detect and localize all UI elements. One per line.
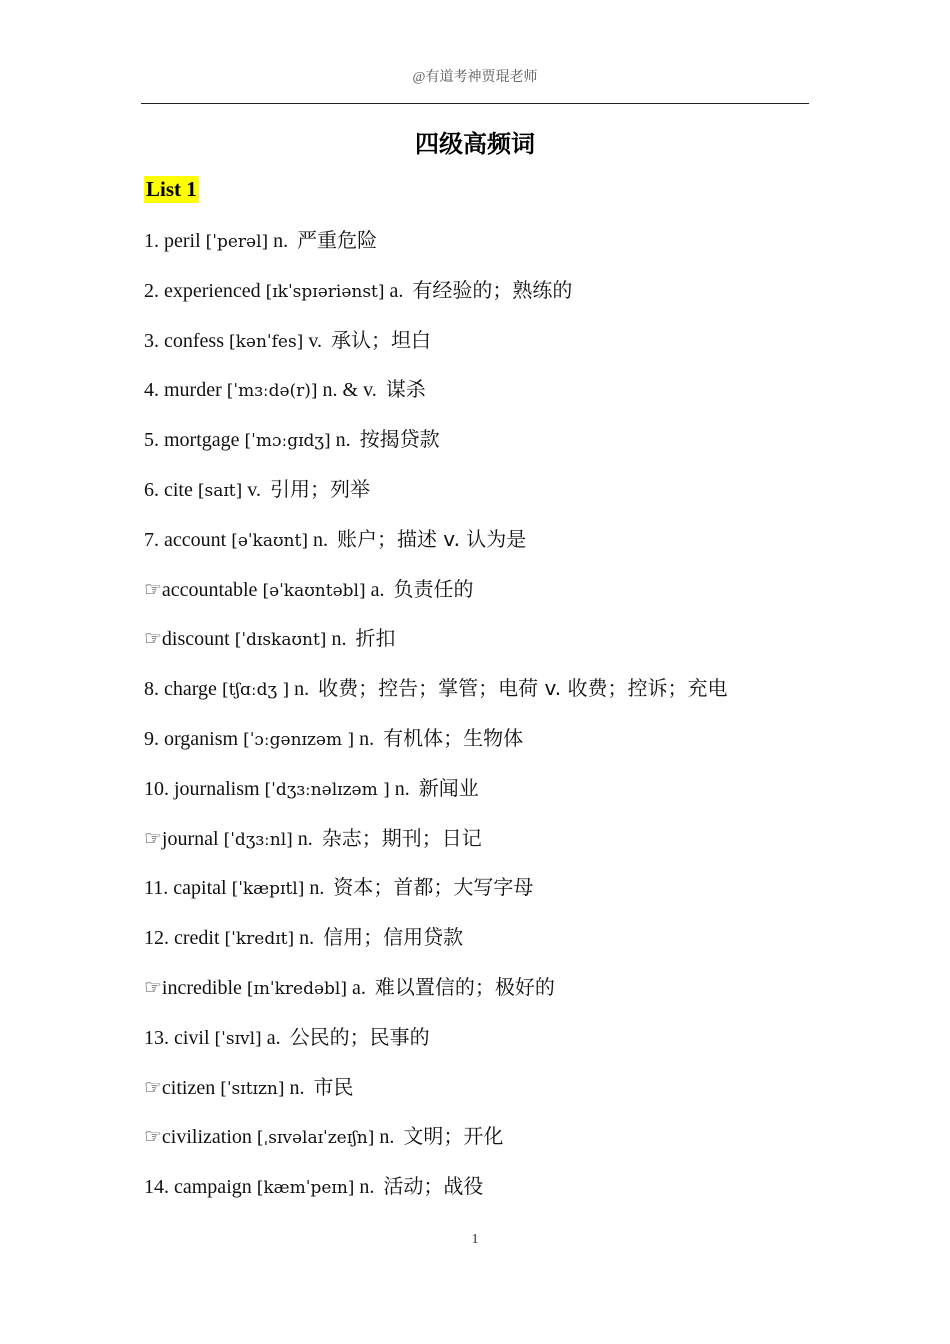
vocab-entry: [144, 664, 824, 714]
entry-word: ☞accountable: [144, 578, 258, 601]
entry-definition: 难以置信的；极好的: [374, 974, 555, 999]
entry-word: ☞journal: [144, 827, 219, 850]
vocab-entry: [144, 465, 824, 515]
entry-definition: 公民的；民事的: [289, 1024, 430, 1049]
vocab-entry: [144, 1063, 824, 1113]
entry-word: 11. capital: [144, 877, 227, 900]
entry-part-of-speech: n.: [331, 628, 347, 651]
entry-part-of-speech: n.: [273, 230, 289, 252]
entry-word: ☞incredible: [144, 976, 242, 999]
vocab-entry: [144, 365, 824, 415]
entry-definition: 文明；开化: [403, 1124, 504, 1149]
entry-part-of-speech: n.: [297, 827, 313, 850]
vocab-entry: [144, 565, 824, 615]
entry-definition: 谋杀: [385, 377, 426, 402]
entry-pronunciation: [ˈkæpɪtl]: [231, 879, 305, 900]
entry-part-of-speech: a.: [351, 976, 366, 999]
entry-pronunciation: [əˈkaʊnt]: [231, 530, 308, 551]
entry-word: ☞civilization: [144, 1126, 252, 1149]
vocab-entry: [144, 963, 824, 1013]
entry-word: 14. campaign: [144, 1176, 252, 1199]
entry-pronunciation: [ˈperəl]: [205, 232, 269, 252]
vocab-entry: [144, 1162, 824, 1212]
entry-definition: 收费；控告；掌管；电荷 v. 收费；控诉；充电: [318, 676, 728, 701]
entry-part-of-speech: v.: [308, 329, 323, 352]
vocab-entry: [144, 1013, 824, 1063]
entry-part-of-speech: n.: [379, 1126, 395, 1149]
entry-definition: 活动；战役: [383, 1174, 484, 1199]
entry-part-of-speech: a.: [389, 279, 404, 302]
entry-pronunciation: [ˈdʒɜːnl]: [223, 829, 293, 850]
vocab-entry: [144, 415, 824, 465]
entry-part-of-speech: n.: [294, 678, 310, 701]
entry-pronunciation: [ɪkˈspɪəriənst]: [265, 281, 385, 302]
vocab-entry: [144, 216, 824, 266]
entry-pronunciation: [ɪnˈkredəbl]: [246, 978, 347, 999]
entry-definition: 有机体；生物体: [383, 725, 524, 750]
entry-word: 5. mortgage: [144, 429, 240, 452]
entry-word: 6. cite: [144, 478, 193, 501]
entry-word: 8. charge: [144, 678, 217, 701]
vocab-entry: [144, 266, 824, 316]
entry-definition: 新闻业: [418, 775, 479, 800]
list-label: List 1: [146, 177, 197, 201]
entry-pronunciation: [ˌsɪvəlaɪˈzeɪʃn]: [256, 1128, 375, 1149]
entry-definition: 信用；信用贷款: [323, 925, 464, 950]
entry-part-of-speech: n.: [299, 927, 315, 950]
entry-definition: 严重危险: [297, 228, 378, 252]
entry-definition: 折扣: [355, 626, 396, 651]
entry-definition: 按揭贷款: [359, 427, 440, 452]
entry-pronunciation: [ˈmɔːgɪdʒ]: [244, 431, 331, 452]
entry-part-of-speech: n.: [359, 1176, 375, 1199]
entry-part-of-speech: a.: [370, 578, 385, 601]
vocab-entry: [144, 814, 824, 864]
page-header: @有道考神贾琨老师: [412, 70, 538, 85]
entry-part-of-speech: a.: [266, 1026, 281, 1049]
vocab-entry: [144, 614, 824, 664]
vocabulary-list: [144, 216, 824, 1212]
entry-word: 4. murder: [144, 379, 222, 402]
entry-word: 2. experienced: [144, 279, 261, 302]
entry-pronunciation: [ˈsɪvl]: [214, 1028, 262, 1049]
entry-part-of-speech: v.: [247, 478, 261, 501]
entry-part-of-speech: n.: [309, 877, 325, 900]
vocab-entry: [144, 913, 824, 963]
entry-definition: 引用；列举: [269, 476, 370, 501]
entry-word: 7. account: [144, 528, 227, 551]
entry-pronunciation: [ˈsɪtɪzn]: [220, 1078, 285, 1099]
entry-part-of-speech: n.: [289, 1076, 305, 1099]
entry-word: 3. confess: [144, 329, 224, 352]
document-title: 四级高频词: [415, 130, 535, 158]
entry-definition: 账户；描述 v. 认为是: [336, 526, 527, 551]
entry-word: 12. credit: [144, 927, 220, 950]
entry-word: ☞citizen: [144, 1076, 216, 1099]
vocab-entry: [144, 863, 824, 913]
entry-definition: 资本；首都；大写字母: [333, 875, 534, 900]
entry-definition: 有经验的；熟练的: [412, 277, 573, 302]
entry-definition: 负责任的: [393, 576, 474, 601]
vocab-entry: [144, 515, 824, 565]
vocab-entry: [144, 1112, 824, 1162]
entry-definition: 杂志；期刊；日记: [321, 825, 482, 850]
entry-word: 9. organism: [144, 727, 239, 750]
entry-pronunciation: [əˈkaʊntəbl]: [262, 580, 366, 601]
entry-part-of-speech: n.: [312, 528, 328, 551]
vocab-entry: [144, 764, 824, 814]
entry-part-of-speech: n.: [394, 777, 410, 800]
vocab-entry: [144, 316, 824, 366]
entry-pronunciation: [ˈdɪskaʊnt]: [234, 630, 327, 651]
entry-pronunciation: [saɪt]: [197, 480, 243, 501]
entry-definition: 承认；坦白: [331, 327, 432, 352]
entry-word: ☞discount: [144, 628, 230, 651]
entry-pronunciation: [tʃɑːdʒ ]: [221, 680, 290, 701]
entry-pronunciation: [ˈkredɪt]: [224, 929, 295, 950]
entry-word: 1. peril: [144, 230, 201, 252]
entry-definition: 市民: [313, 1074, 354, 1099]
entry-pronunciation: [ˈmɜːdə(r)]: [226, 381, 318, 402]
entry-part-of-speech: n.: [335, 429, 351, 452]
entry-pronunciation: [kæmˈpeɪn]: [256, 1178, 355, 1199]
vocab-entry: [144, 714, 824, 764]
page-number: 1: [471, 1232, 479, 1247]
entry-pronunciation: [kənˈfes]: [228, 331, 304, 352]
entry-pronunciation: [ˈɔːgənɪzəm ]: [243, 729, 355, 750]
entry-part-of-speech: n. & v.: [322, 379, 377, 402]
entry-word: 13. civil: [144, 1026, 210, 1049]
entry-pronunciation: [ˈdʒɜːnəlɪzəm ]: [264, 779, 390, 800]
entry-word: 10. journalism: [144, 777, 260, 800]
header-divider: [141, 103, 809, 104]
entry-part-of-speech: n.: [359, 727, 375, 750]
